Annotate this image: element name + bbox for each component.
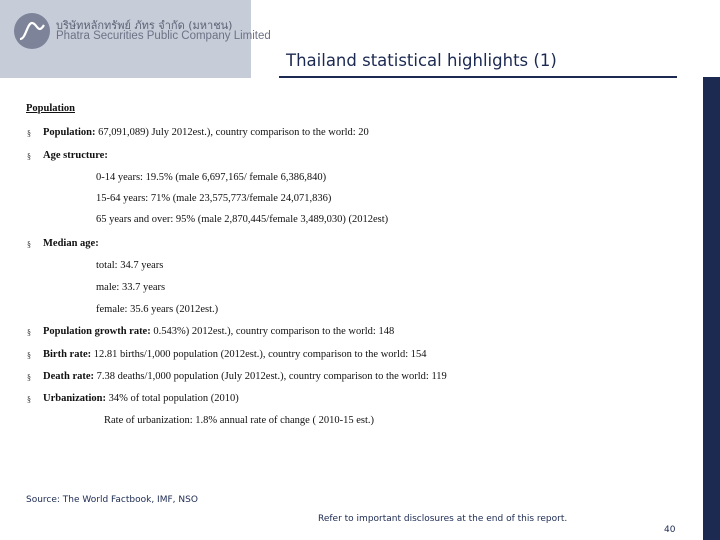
logo-english-name: Phatra Securities Public Company Limited	[56, 30, 271, 42]
page-number: 40	[664, 525, 676, 535]
age-structure-line	[43, 150, 108, 161]
death-rate-label: Death rate:	[43, 371, 95, 382]
source-note: Source: The World Factbook, IMF, NSO	[26, 495, 198, 505]
bullet-icon: §	[27, 395, 31, 404]
birth-rate-line	[43, 349, 426, 360]
disclaimer-note: Refer to important disclosures at the end of this report.	[318, 514, 568, 524]
bullet-icon: §	[27, 351, 31, 360]
birth-rate-label: Birth rate:	[43, 349, 92, 360]
urbanization-label: Urbanization:	[43, 393, 106, 404]
age-65-over-line: 65 years and over: 95% (male 2,870,445/female 3,489,030) (2012est)	[96, 214, 389, 225]
death-rate-line	[43, 371, 447, 382]
death-rate-text: 7.38 deaths/1,000 population (July 2012est.), country comparison to the world: 119	[94, 371, 447, 382]
population-text: 67,091,089) July 2012est.), country comparison to the world: 20	[95, 127, 369, 138]
logo-thai-name: บริษัทหลักทรัพย์ ภัทร จำกัด (มหาชน)	[56, 19, 233, 32]
urbanization-line	[43, 393, 239, 404]
age-structure-label: Age structure:	[43, 150, 108, 161]
median-female-line: female: 35.6 years (2012est.)	[96, 304, 219, 315]
growth-rate-label: Population growth rate:	[43, 326, 151, 337]
page-title: Thailand statistical highlights (1)	[286, 51, 557, 70]
birth-rate-text: 12.81 births/1,000 population (2012est.), country comparison to the world: 154	[91, 349, 427, 360]
population-label: Population:	[43, 127, 96, 138]
urbanization-rate-line: Rate of urbanization: 1.8% annual rate of change ( 2010-15 est.)	[104, 415, 374, 426]
side-accent-bar	[703, 77, 720, 540]
median-age-label: Median age:	[43, 238, 99, 249]
logo-icon	[14, 13, 50, 49]
bullet-icon: §	[27, 240, 31, 249]
bullet-icon: §	[27, 152, 31, 161]
age-0-14-line: 0-14 years: 19.5% (male 6,697,165/ female 6,386,840)	[96, 172, 327, 183]
median-male-line: male: 33.7 years	[96, 282, 166, 293]
title-divider	[279, 76, 677, 78]
growth-rate-text: 0.543%) 2012est.), country comparison to the world: 148	[150, 326, 395, 337]
growth-rate-line	[43, 326, 394, 337]
age-15-64-line: 15-64 years: 71% (male 23,575,773/female 24,071,836)	[96, 193, 332, 204]
median-total-line: total: 34.7 years	[96, 260, 164, 271]
bullet-icon: §	[27, 373, 31, 382]
bullet-icon: §	[27, 328, 31, 337]
section-heading: Population	[26, 103, 76, 114]
urbanization-text: 34% of total population (2010)	[106, 393, 239, 404]
population-line	[43, 127, 369, 138]
company-logo-panel	[0, 0, 271, 78]
bullet-icon: §	[27, 129, 31, 138]
median-age-line	[43, 238, 99, 249]
